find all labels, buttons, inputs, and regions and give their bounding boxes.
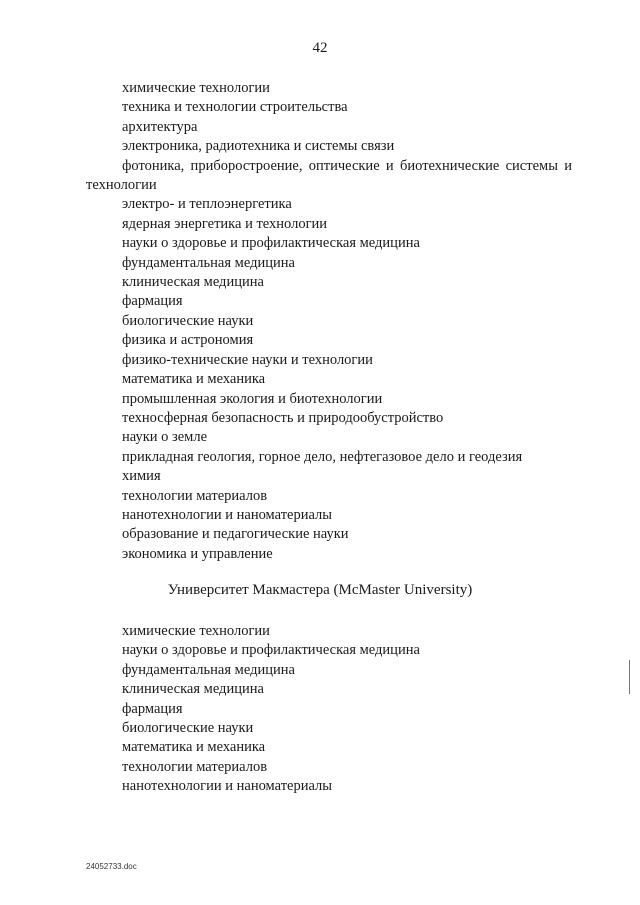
list-item: фотоника, приборостроение, оптические и биотехнические системы и технологии <box>86 157 572 194</box>
list-item: технологии материалов <box>122 487 268 504</box>
list-item: архитектура <box>122 118 198 135</box>
list-item: фундаментальная медицина <box>122 254 295 271</box>
list-item: фармация <box>122 700 183 717</box>
list-item: нанотехнологии и наноматериалы <box>122 778 333 795</box>
field-list-second <box>0 622 640 797</box>
page-number: 42 <box>312 40 328 56</box>
list-item: биологические науки <box>122 720 254 737</box>
list-item: прикладная геология, горное дело, нефтегазовое дело и геодезия <box>122 448 523 465</box>
footer-file-name: 24052733.doc <box>86 862 137 871</box>
list-item: математика и механика <box>122 371 266 388</box>
list-item: техносферная безопасность и природообустройство <box>122 409 444 426</box>
list-item: промышленная экология и биотехнологии <box>122 390 383 407</box>
list-item: биологические науки <box>122 312 254 329</box>
list-item: ядерная энергетика и технологии <box>122 215 328 232</box>
list-item: технологии материалов <box>122 758 268 775</box>
list-item: электро- и теплоэнергетика <box>122 196 292 213</box>
list-item: фармация <box>122 293 183 310</box>
list-item: нанотехнологии и наноматериалы <box>122 506 333 523</box>
list-item: клиническая медицина <box>122 681 264 698</box>
list-item: клиническая медицина <box>122 274 264 291</box>
list-item: образование и педагогические науки <box>122 526 349 543</box>
section-heading: Университет Макмастера (McMaster University) <box>167 582 473 598</box>
list-item: фундаментальная медицина <box>122 661 295 678</box>
list-item: экономика и управление <box>122 545 273 562</box>
list-item: химические технологии <box>122 623 270 639</box>
list-item: химия <box>122 468 161 485</box>
list-item: физико-технические науки и технологии <box>122 351 373 368</box>
field-list-first <box>0 79 640 564</box>
list-item: электроника, радиотехника и системы связи <box>122 138 395 155</box>
scan-artifact-line <box>629 660 630 694</box>
list-item: физика и астрономия <box>122 332 254 349</box>
list-item: науки о здоровье и профилактическая медицина <box>122 642 420 659</box>
list-item: техника и технологии строительства <box>122 99 348 116</box>
list-item: науки о земле <box>122 429 208 446</box>
list-item: математика и механика <box>122 739 266 756</box>
list-item: химические технологии <box>122 80 270 96</box>
list-item: науки о здоровье и профилактическая медицина <box>122 235 420 252</box>
